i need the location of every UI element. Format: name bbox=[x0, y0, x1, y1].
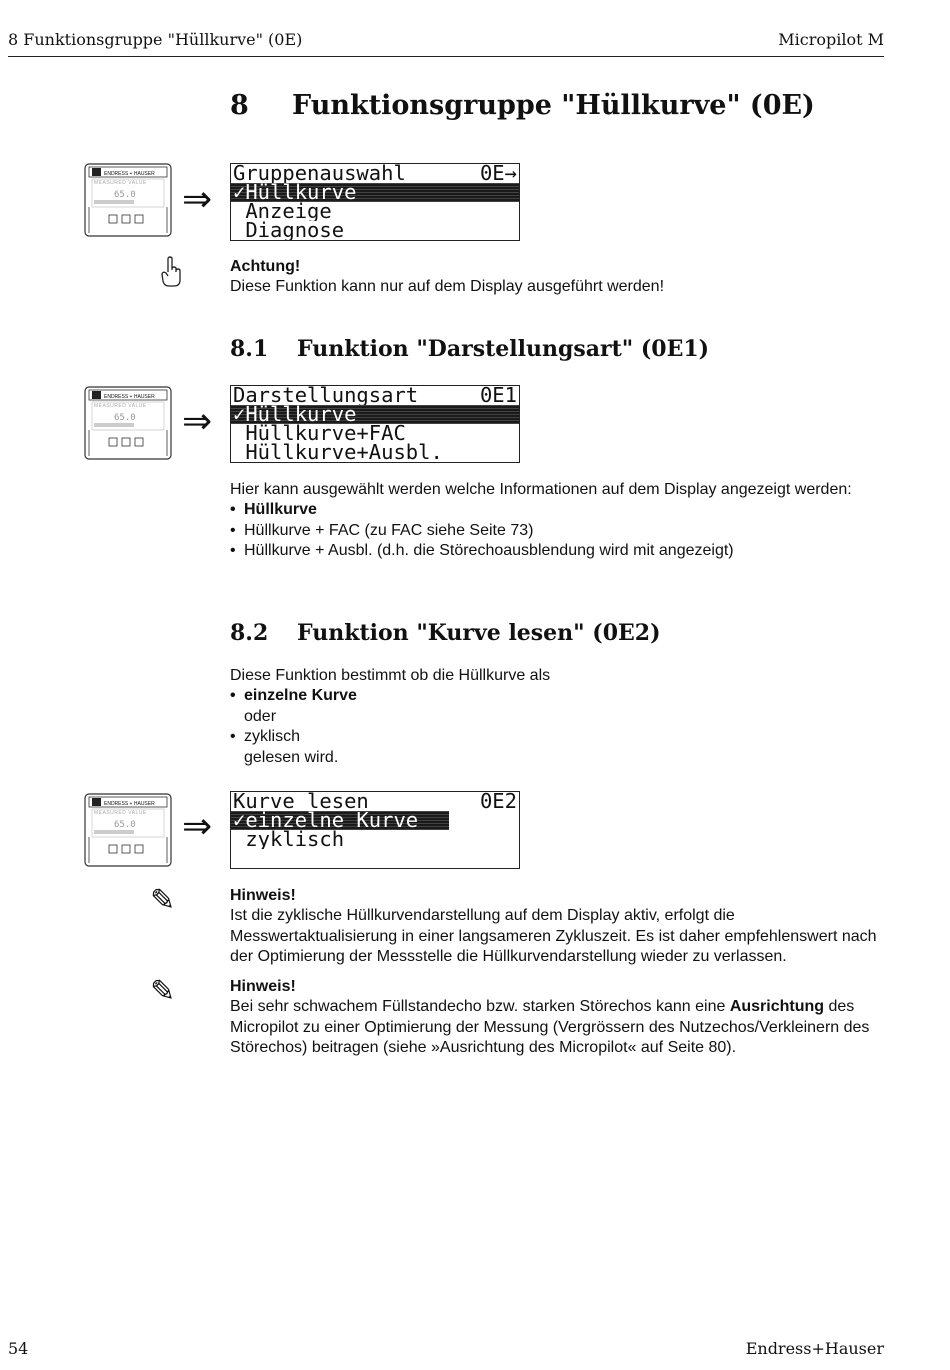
implies-arrow-icon: ⇒ bbox=[182, 179, 213, 220]
device-measured-label: MEASURED VALUE bbox=[94, 403, 147, 409]
lcd-option-selected: ✓Hüllkurve bbox=[231, 405, 519, 424]
note-text-part: des Micropilot zu einer Optimierung der Messung (Vergrössern des Nutzechos/Verkleinern des Störechos) beitragen (siehe »Ausrichtung des Micropilot« auf Seite 80). bbox=[230, 998, 870, 1057]
lcd-option: Hüllkurve+Ausbl. bbox=[233, 443, 443, 462]
device-measured-label: MEASURED VALUE bbox=[94, 180, 147, 186]
device-brand: ENDRESS + HAUSER bbox=[104, 801, 155, 807]
lcd-code: 0E→ bbox=[479, 164, 517, 183]
lcd-option: Anzeige bbox=[233, 202, 332, 221]
device-value: 65.0 bbox=[114, 413, 136, 423]
lcd-display bbox=[230, 791, 520, 869]
implies-arrow-icon: ⇒ bbox=[182, 401, 213, 442]
option-list bbox=[230, 500, 890, 561]
subsection-heading-8-2 bbox=[230, 620, 661, 646]
subsection-heading-8-1 bbox=[230, 336, 709, 362]
section-8-1-text bbox=[230, 480, 890, 562]
device-illustration bbox=[84, 386, 172, 462]
list-item: • Hüllkurve + FAC (zu FAC siehe Seite 73) bbox=[230, 521, 890, 541]
lcd-display bbox=[230, 385, 520, 463]
device-measured-label: MEASURED VALUE bbox=[94, 810, 147, 816]
warning-title: Achtung! bbox=[230, 258, 301, 275]
list-item: • Hüllkurve bbox=[230, 500, 890, 520]
pencil-icon: ✎ bbox=[150, 974, 176, 1009]
subsection-title: Funktion "Kurve lesen" (0E2) bbox=[297, 620, 661, 646]
option-list bbox=[230, 686, 890, 706]
list-item: • Hüllkurve + Ausbl. (d.h. die Störechoausblendung wird mit angezeigt) bbox=[230, 541, 890, 561]
intro-paragraph: Diese Funktion bestimmt ob die Hüllkurve als bbox=[230, 667, 551, 684]
lcd-title: Darstellungsart bbox=[233, 386, 419, 405]
page-number: 54 bbox=[8, 1339, 29, 1358]
oder-text: oder bbox=[244, 707, 277, 725]
subsection-number: 8.1 bbox=[230, 336, 269, 362]
note-text-part: Bei sehr schwachem Füllstandecho bzw. starken Störechos kann eine bbox=[230, 998, 730, 1016]
running-header-right: Micropilot M bbox=[778, 30, 884, 49]
running-header-left: 8 Funktionsgruppe "Hüllkurve" (0E) bbox=[8, 30, 303, 49]
list-item: • zyklisch bbox=[230, 727, 890, 747]
subsection-title: Funktion "Darstellungsart" (0E1) bbox=[297, 336, 710, 362]
lcd-option-selected: ✓einzelne Kurve bbox=[231, 811, 449, 830]
device-brand: ENDRESS + HAUSER bbox=[104, 394, 155, 400]
lcd-title-row bbox=[231, 386, 519, 405]
device-brand: ENDRESS + HAUSER bbox=[104, 171, 155, 177]
lcd-title-row bbox=[231, 792, 519, 811]
note-block-2 bbox=[230, 977, 890, 1059]
subsection-number: 8.2 bbox=[230, 620, 269, 646]
device-value: 65.0 bbox=[114, 190, 136, 200]
section-number: 8 bbox=[230, 90, 249, 121]
pointing-hand-icon bbox=[160, 256, 182, 293]
header-rule bbox=[8, 56, 884, 57]
note-title: Hinweis! bbox=[230, 978, 296, 995]
warning-text: Diese Funktion kann nur auf dem Display ausgeführt werden! bbox=[230, 278, 665, 296]
list-item: • einzelne Kurve bbox=[230, 686, 890, 706]
lcd-title: Gruppenauswahl bbox=[233, 164, 406, 183]
lcd-option: Diagnose bbox=[233, 221, 345, 240]
note-text bbox=[230, 997, 890, 1058]
implies-arrow-icon: ⇒ bbox=[182, 806, 213, 847]
intro-paragraph: Hier kann ausgewählt werden welche Informationen auf dem Display angezeigt werden: bbox=[230, 481, 852, 498]
lcd-display bbox=[230, 163, 520, 241]
warning-block bbox=[230, 257, 890, 298]
note-block-1 bbox=[230, 886, 890, 968]
option-list bbox=[230, 727, 890, 747]
section-heading bbox=[230, 90, 815, 121]
note-text: Ist die zyklische Hüllkurvendarstellung auf dem Display aktiv, erfolgt die Messwertaktualisierung in einer langsameren Zykluszeit. Es ist daher empfehlenswert nach der Optimierung der Messstelle die Hüllkurvendarstellung wieder zu verlassen. bbox=[230, 907, 877, 966]
pencil-icon: ✎ bbox=[150, 883, 176, 918]
section-8-2-text bbox=[230, 666, 890, 768]
lcd-option-selected: ✓Hüllkurve bbox=[231, 183, 519, 202]
section-title: Funktionsgruppe "Hüllkurve" (0E) bbox=[292, 90, 815, 121]
device-illustration bbox=[84, 163, 172, 239]
lcd-option: Hüllkurve+FAC bbox=[233, 424, 406, 443]
footer-brand: Endress+Hauser bbox=[745, 1339, 884, 1358]
note-title: Hinweis! bbox=[230, 887, 296, 904]
tail-text: gelesen wird. bbox=[244, 748, 339, 766]
note-text-bold: Ausrichtung bbox=[729, 998, 825, 1016]
lcd-option: zyklisch bbox=[233, 830, 345, 849]
device-illustration bbox=[84, 793, 172, 869]
lcd-code: 0E1 bbox=[479, 386, 517, 405]
lcd-title-row bbox=[231, 164, 519, 183]
lcd-code: 0E2 bbox=[479, 792, 517, 811]
lcd-title: Kurve lesen bbox=[233, 792, 369, 811]
device-value: 65.0 bbox=[114, 820, 136, 830]
